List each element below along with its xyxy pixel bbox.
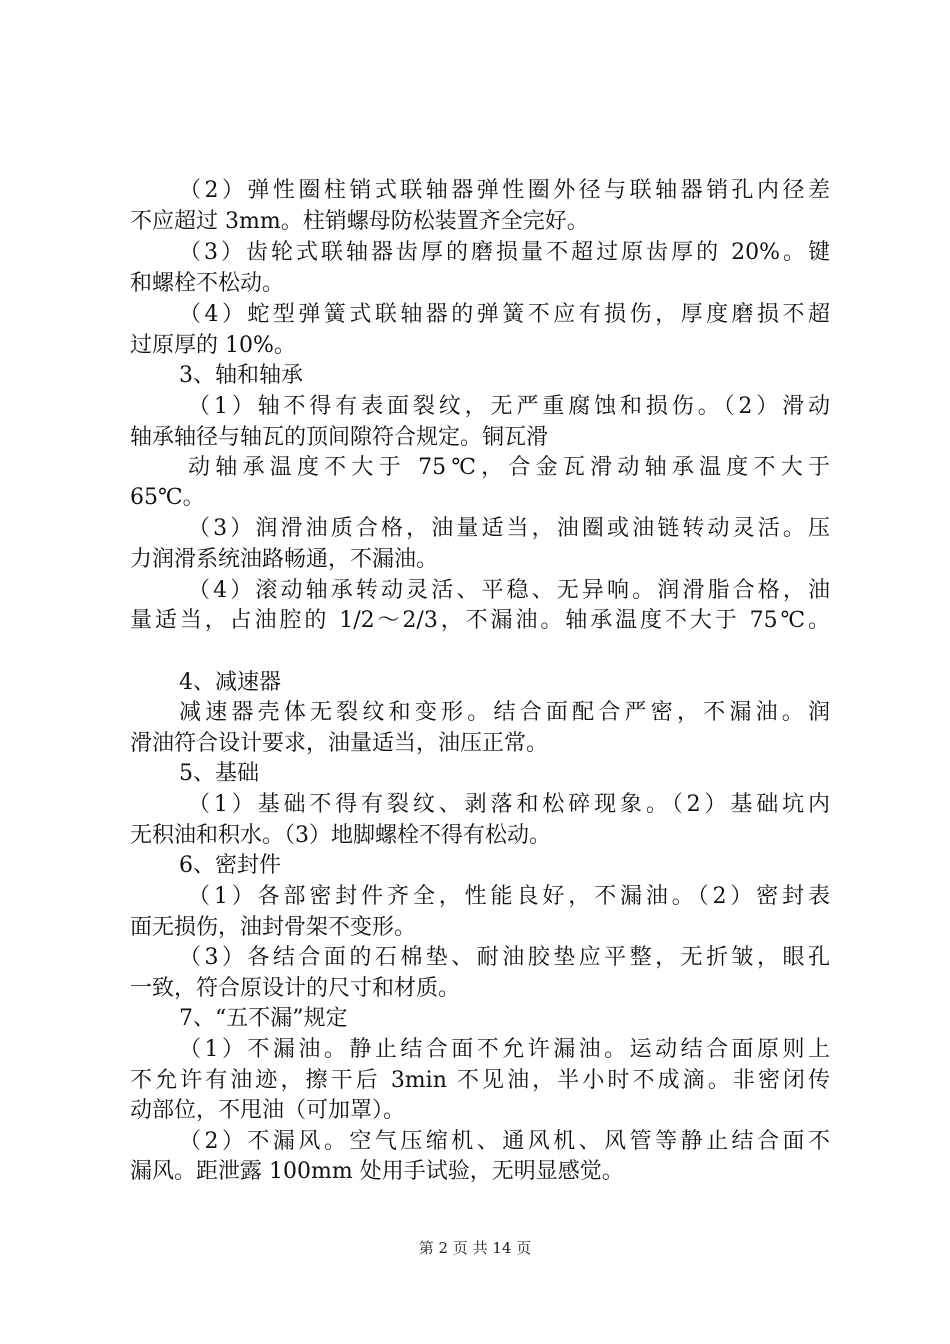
paragraph-line: 面无损伤，油封骨架不变形。: [130, 915, 417, 940]
paragraph-line: （1）不漏油。静止结合面不允许漏油。运动结合面原则上: [179, 1037, 830, 1062]
paragraph-line: 过原厚的 10%。: [130, 333, 296, 358]
paragraph-line: 力润滑系统油路畅通，不漏油。: [130, 547, 439, 572]
paragraph-line: 减速器壳体无裂纹和变形。结合面配合严密，不漏油。润: [179, 700, 830, 725]
paragraph-line: 量适当，占油腔的 1/2～2/3，不漏油。轴承温度不大于 75℃。: [130, 608, 830, 633]
paragraph-line: （1）轴不得有表面裂纹，无严重腐蚀和损伤。（2）滑动: [188, 394, 830, 419]
paragraph-line: 漏风。距泄露 100mm 处用手试验，无明显感觉。: [130, 1159, 624, 1184]
paragraph-line: （1）基础不得有裂纹、剥落和松碎现象。（2）基础坑内: [188, 792, 830, 817]
paragraph-line: （2）不漏风。空气压缩机、通风机、风管等静止结合面不: [179, 1129, 830, 1154]
paragraph-line: （2）弹性圈柱销式联轴器弹性圈外径与联轴器销孔内径差: [179, 178, 830, 203]
section-heading: 5、基础: [179, 761, 259, 786]
paragraph-line: 不允许有油迹，擦干后 3min 不见油，半小时不成滴。非密闭传: [130, 1068, 830, 1093]
paragraph-line: 一致，符合原设计的尺寸和材质。: [130, 976, 461, 1001]
paragraph-line: 65℃。: [130, 485, 205, 510]
paragraph-line: 无积油和积水。（3）地脚螺栓不得有松动。: [130, 823, 551, 848]
section-heading: 6、密封件: [179, 853, 281, 878]
paragraph-line: 和螺栓不松动。: [130, 271, 285, 296]
paragraph-line: （1）各部密封件齐全，性能良好，不漏油。（2）密封表: [188, 884, 830, 909]
paragraph-line: 动轴承温度不大于 75℃，合金瓦滑动轴承温度不大于: [188, 455, 830, 480]
paragraph-line: （4）蛇型弹簧式联轴器的弹簧不应有损伤，厚度磨损不超: [179, 302, 830, 327]
paragraph-line: 不应超过 3mm。柱销螺母防松装置齐全完好。: [130, 209, 589, 234]
section-heading: 7、“五不漏”规定: [179, 1006, 348, 1031]
section-heading: 3、轴和轴承: [179, 363, 303, 388]
section-heading: 4、减速器: [179, 670, 281, 695]
paragraph-line: 滑油符合设计要求，油量适当，油压正常。: [130, 731, 549, 756]
paragraph-line: 动部位，不甩油（可加罩）。: [130, 1098, 406, 1123]
page-footer: 第 2 页 共 14 页: [418, 1239, 532, 1257]
paragraph-line: （3）齿轮式联轴器齿厚的磨损量不超过原齿厚的 20%。键: [179, 240, 830, 265]
paragraph-line: （4）滚动轴承转动灵活、平稳、无异响。润滑脂合格，油: [188, 578, 830, 603]
paragraph-line: （3）各结合面的石棉垫、耐油胶垫应平整，无折皱，眼孔: [179, 945, 830, 970]
paragraph-line: 轴承轴径与轴瓦的顶间隙符合规定。铜瓦滑: [130, 425, 549, 450]
paragraph-line: （3）润滑油质合格，油量适当，油圈或油链转动灵活。压: [188, 516, 830, 541]
